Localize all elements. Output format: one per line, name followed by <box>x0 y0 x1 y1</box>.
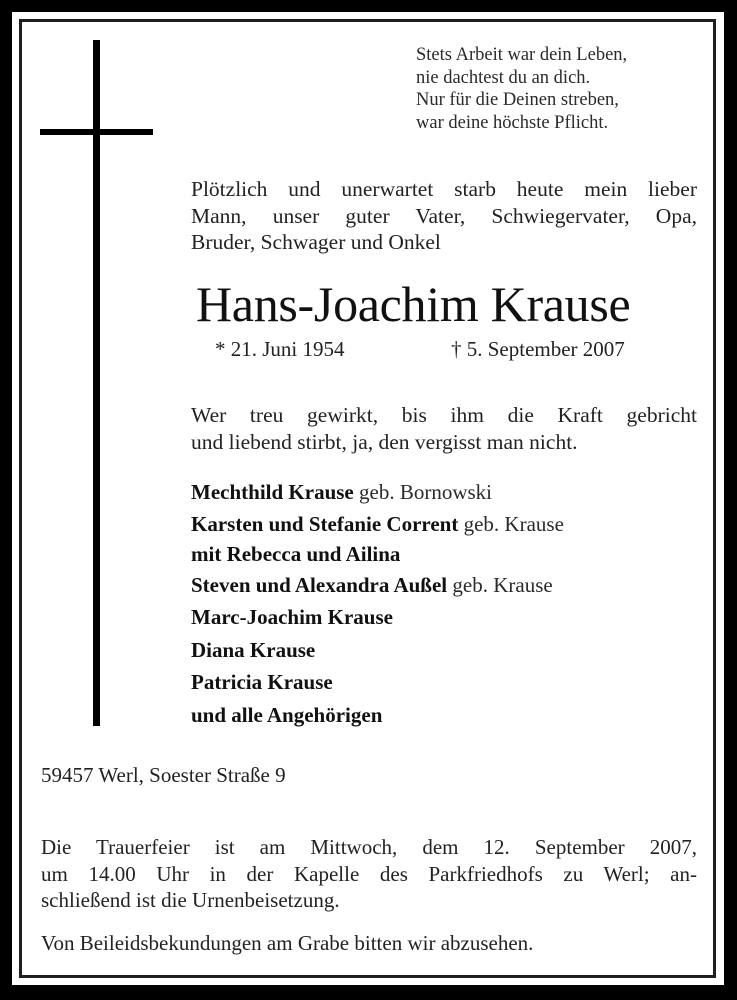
death-date: † 5. September 2007 <box>451 337 625 361</box>
funeral-service-details <box>41 834 697 914</box>
announcement-line: Mann, unser guter Vater, Schwiegervater, Opa, <box>191 203 697 228</box>
mourner-entry <box>191 539 564 569</box>
service-line: Die Trauerfeier ist am Mittwoch, dem 12. September 2007, <box>41 835 697 859</box>
service-line: schließend ist die Urnenbeisetzung. <box>41 888 340 912</box>
mourner-entry <box>191 569 564 602</box>
mourner-name: Steven und Alexandra Außel <box>191 572 448 597</box>
mourner-name: Mechthild Krause <box>191 480 354 504</box>
service-line: um 14.00 Uhr in der Kapelle des Parkfriedhofs zu Werl; an- <box>41 861 697 886</box>
verse-line: nie dachtest du an dich. <box>416 67 591 88</box>
verse-line: Nur für die Deinen streben, <box>416 90 619 110</box>
quote-line: und liebend stirbt, ja, den vergisst man nicht. <box>191 430 578 454</box>
cross-horizontal-bar <box>40 129 153 135</box>
family-address: 59457 Werl, Soester Straße 9 <box>41 763 286 787</box>
mourner-entry <box>191 509 564 539</box>
memorial-quote <box>191 402 697 456</box>
mourner-maiden-name: geb. Krause <box>447 572 553 597</box>
mourner-name: und alle Angehörigen <box>191 702 383 727</box>
mourner-entry <box>191 476 564 509</box>
condolence-note: Von Beileidsbekundungen am Grabe bitten wir abzusehen. <box>41 931 534 955</box>
announcement-line: Plötzlich und unerwartet starb heute mein lieber <box>191 177 697 201</box>
verse-line: Stets Arbeit war dein Leben, <box>416 45 628 65</box>
deceased-name: Hans-Joachim Krause <box>196 276 631 332</box>
mourner-name: Patricia Krause <box>191 670 333 694</box>
cross-vertical-bar <box>93 40 100 726</box>
mourners-list <box>191 476 564 731</box>
mourner-name: mit Rebecca und Ailina <box>191 541 401 566</box>
mourner-name: Marc-Joachim Krause <box>191 605 393 629</box>
mourner-maiden-name: geb. Bornowski <box>353 480 492 504</box>
death-announcement <box>191 176 697 256</box>
mourner-entry <box>191 601 564 634</box>
mourner-name: Diana Krause <box>191 637 316 662</box>
verse-line: war deine höchste Pflicht. <box>416 112 609 133</box>
mourner-entry <box>191 634 564 667</box>
birth-date: * 21. Juni 1954 <box>215 337 345 361</box>
memorial-verse <box>416 44 627 134</box>
announcement-line: Bruder, Schwager und Onkel <box>191 230 441 254</box>
mourner-maiden-name: geb. Krause <box>458 511 564 536</box>
mourner-name: Karsten und Stefanie Corrent <box>191 511 459 536</box>
mourner-entry <box>191 666 564 699</box>
quote-line: Wer treu gewirkt, bis ihm die Kraft gebricht <box>191 403 697 427</box>
mourner-entry <box>191 699 564 732</box>
